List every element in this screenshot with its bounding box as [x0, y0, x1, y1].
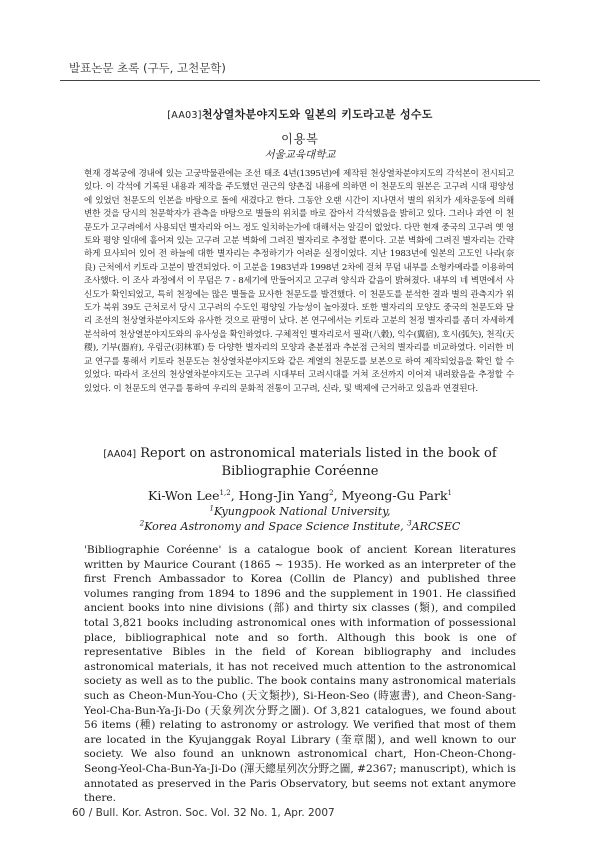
author-affiliation-mark: 1,2: [219, 488, 231, 497]
affiliation-text: Kyungpook National University,: [213, 505, 391, 518]
english-paper-code: [AA04]: [103, 449, 137, 460]
english-paper-affiliation-2: [0, 520, 600, 533]
header-divider: [60, 80, 540, 81]
english-paper-affiliation-1: [0, 505, 600, 518]
korean-paper-author: 이용복: [281, 132, 319, 146]
korean-paper-title-text: 천상열차분야지도와 일본의 키도라고분 성수도: [201, 108, 433, 121]
affiliation-mark: 1: [209, 504, 214, 513]
author-name: Ki-Won Lee: [148, 488, 220, 503]
affiliation-mark: 3: [407, 519, 412, 528]
author-affiliation-mark: 1: [447, 488, 452, 497]
korean-paper-code: [AA03]: [167, 110, 202, 121]
affiliation-text: Korea Astronomy and Space Science Institute,: [144, 520, 408, 533]
korean-paper-title: [0, 106, 600, 122]
author-name: Hong-Jin Yang: [238, 488, 330, 503]
english-paper-title-text-1: Report on astronomical materials listed in the book of: [140, 446, 497, 461]
korean-paper-abstract: 현재 경복궁에 경내에 있는 고궁박물관에는 조선 태조 4년(1395년)에 제작된 천상열차분야지도의 각석본이 전시되고 있다. 이 각석에 기록된 내용과 제작을 주도했던 권근의 양촌집 내용에 의하면 이 천문도의 원본은 고구려 시대 평양성에 있었던 천문도의 인본을 바탕으로 돌에 새겼다고 한다. 그동안 오랜 시간이 지나면서 별의 위치가 세차운동에 의해 변한 것을 당시의 천문학자가 관측을 바탕으로 별들의 위치를 바로 잡아서 각석했음을 밝히고 있다. 그러나 과연 이 천문도가 고구려에서 사용되던 별자리와 어느 정도 일치하는가에 대해서는 알길이 없었다. 다만 현재 중국의 고구려 옛 영토와 평양 일대에 흩어져 있는 고구려 고분 벽화에 그려진 별자리로 추정할 뿐이다. 고분 벽화에 그려진 별자리는 간략하게 묘사되어 있어 전 하늘에 대한 별자리는 추정하기가 어려운 실정이었다. 지난 1983년에 일본의 고도인 나라(奈良) 근처에서 키토라 고분이 발견되었다. 이 고분을 1983년과 1998년 2차에 걸쳐 무덤 내부를 소형카메라를 이용하여 조사했다. 이 조사 과정에서 이 무덤은 7 - 8세기에 만들어지고 고구려 양식과 같음이 밝혀졌다. 내부의 네 벽면에서 사신도가 확인되었고, 특히 천정에는 많은 별들을 묘사한 천문도를 발견했다. 이 천문도를 분석한 결과 별의 관측지가 위도가 북위 39도 근처로서 당시 고구려의 수도인 평양일 가능성이 높아졌다. 또한 별자리의 모양도 중국의 천문도와 달리 조선의 천상열차분야지도와 유사한 것으로 판명이 났다. 본 연구에서는 키토라 고분의 천정 별자리를 좀더 자세하게 분석하여 천상열분야지도와의 유사성을 확인하였다. 구체적인 별자리로서 필곽(八穀), 익수(翼宿), 호시(弧矢), 천직(天稷), 기부(器府), 우림군(羽林軍) 등 다양한 별자리의 모양과 춘분점과 추분점 근처의 별자리를 비교하였다. 이러한 비교 연구를 통해서 키토라 천문도는 천상열차분야지도와 같은 계열의 천문도를 보본으로 하여 제작되었음을 확인 할 수 있었다. 따라서 조선의 천상열차분야지도는 고구려 시대부터 고려시대를 거쳐 조선까지 이어져 내려왔음을 추정할 수 있었다. 이 천문도의 연구를 통하여 우리의 문화적 전통이 고구려, 신라, 및 백제에 근거하고 있음과 연결된다.: [84, 169, 514, 394]
english-paper-title-line2: Bibliographie Coréenne: [221, 464, 379, 479]
english-paper-authors: Ki-Won Lee$^{1,2}$, Hong-Jin Yang$^2$, Myeong-Gu Park$^1$: [148, 488, 452, 503]
author-affiliation-mark: 2: [329, 488, 334, 497]
korean-paper-affiliation: 서울교육대학교: [264, 149, 336, 161]
page-footer-citation: 60 / Bull. Kor. Astron. Soc. Vol. 32 No. 1, Apr. 2007: [72, 807, 335, 819]
affiliation-mark: 2: [139, 519, 145, 528]
affiliation-text: ARCSEC: [411, 520, 461, 533]
english-paper-title: [0, 445, 600, 480]
author-name: Myeong-Gu Park: [341, 488, 448, 503]
section-tag: 발표논문 초록 (구두, 고천문학): [69, 61, 226, 75]
english-paper-abstract: 'Bibliographie Coréenne' is a catalogue book of ancient Korean literatures written by Maurice Courant (1865 ~ 1935). He worked as an interpreter of the first French Ambassador to Korea (Collin de Plancy) and published three volumes ranging from 1894 to 1896 and the supplement in 1901. He classified ancient books into nine divisions (部) and thirty six classes (類), and compiled total 3,821 books including astronomical ones with information of possessional place, bibliographical note and so forth. Although this book is one of representative Bibles in the field of Korean bibliography and includes astronomical materials, it has not received much attention to the astronomical society as well as to the public. The book contains many astronomical materials such as Cheon-Mun-You-Cho (天文類抄), Si-Heon-Seo (時憲書), and Cheon-Sang-Yeol-Cha-Bun-Ya-Ji-Do (天象列次分野之圖). Of 3,821 catalogues, we found about 56 items (種) relating to astronomy or astrology. We verified that most of them are located in the Kyujanggak Royal Library (奎章閣), and well known to our society. We also found an unknown astronomical chart, Hon-Cheon-Chong-Seong-Yeol-Cha-Bun-Ya-Ji-Do (渾天總星列次分野之圖, #2367; manuscript), which is annotated as preserved in the Paris Observatory, but seems not extant anymore there.: [84, 544, 516, 805]
english-paper-title-line1: [0, 445, 600, 463]
